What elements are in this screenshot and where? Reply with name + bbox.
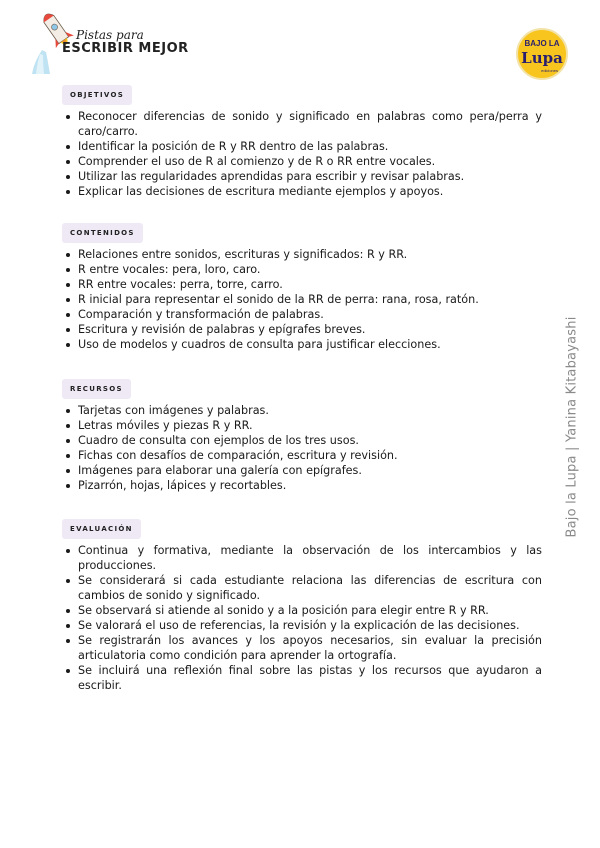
list-item: Se registrarán los avances y los apoyos necesarios, sin evaluar la precisión articulatoria como condición para aprender la ortografía. — [78, 634, 542, 662]
list-item: Relaciones entre sonidos, escrituras y significados: R y RR. — [78, 247, 542, 262]
page-header — [0, 0, 600, 80]
list-item: Se incluirá una reflexión final sobre las pistas y los recursos que ayudaron a escribir. — [78, 664, 542, 692]
section-recursos — [62, 376, 542, 493]
brand-line-2: ESCRIBIR MEJOR — [62, 41, 189, 56]
list-item: Utilizar las regularidades aprendidas para escribir y revisar palabras. — [78, 169, 542, 184]
list-item: Escritura y revisión de palabras y epígrafes breves. — [78, 322, 542, 337]
side-credit-text: Bajo la Lupa | Yanina Kitabayashi — [564, 316, 580, 538]
list-item: R inicial para representar el sonido de la RR de perra: rana, rosa, ratón. — [78, 292, 542, 307]
section-title: EVALUACIÓN — [62, 519, 141, 539]
list-item: Explicar las decisiones de escritura mediante ejemplos y apoyos. — [78, 184, 542, 199]
logo-sub-text: ediciones — [541, 68, 558, 73]
list-item: Se considerará si cada estudiante relaciona las diferencias de escritura con cambios de sonido y significado. — [78, 574, 542, 602]
list-item: Reconocer diferencias de sonido y significado en palabras como pera/perra y caro/carro. — [78, 110, 542, 138]
list-item: Comparación y transformación de palabras. — [78, 307, 542, 322]
section-title: CONTENIDOS — [62, 223, 143, 243]
logo-top-text: BAJO LA — [524, 39, 560, 48]
list-item: RR entre vocales: perra, torre, carro. — [78, 277, 542, 292]
contenidos-list — [62, 247, 542, 352]
brand-line-1: Pistas para — [76, 28, 144, 42]
list-item: Se valorará el uso de referencias, la revisión y la explicación de las decisiones. — [78, 618, 542, 633]
section-objetivos — [62, 82, 542, 199]
series-brand — [28, 10, 198, 76]
section-title: RECURSOS — [62, 379, 131, 399]
list-item: Tarjetas con imágenes y palabras. — [78, 403, 542, 418]
list-item: Uso de modelos y cuadros de consulta para justificar elecciones. — [78, 337, 542, 352]
list-item: Continua y formativa, mediante la observación de los intercambios y las producciones. — [78, 544, 542, 572]
section-evaluacion — [62, 516, 542, 693]
section-contenidos — [62, 220, 542, 352]
publisher-logo — [516, 28, 568, 80]
evaluacion-list — [62, 543, 542, 693]
list-item: R entre vocales: pera, loro, caro. — [78, 262, 542, 277]
recursos-list — [62, 403, 542, 493]
list-item: Cuadro de consulta con ejemplos de los tres usos. — [78, 433, 542, 448]
list-item: Letras móviles y piezas R y RR. — [78, 418, 542, 433]
section-title: OBJETIVOS — [62, 85, 132, 105]
list-item: Comprender el uso de R al comienzo y de R o RR entre vocales. — [78, 154, 542, 169]
list-item: Se observará si atiende al sonido y a la posición para elegir entre R y RR. — [78, 603, 542, 618]
list-item: Identificar la posición de R y RR dentro de las palabras. — [78, 139, 542, 154]
logo-main-text: Lupa — [521, 49, 563, 67]
list-item: Imágenes para elaborar una galería con epígrafes. — [78, 463, 542, 478]
list-item: Pizarrón, hojas, lápices y recortables. — [78, 478, 542, 493]
objetivos-list — [62, 109, 542, 199]
side-credit — [556, 316, 588, 538]
list-item: Fichas con desafíos de comparación, escritura y revisión. — [78, 448, 542, 463]
